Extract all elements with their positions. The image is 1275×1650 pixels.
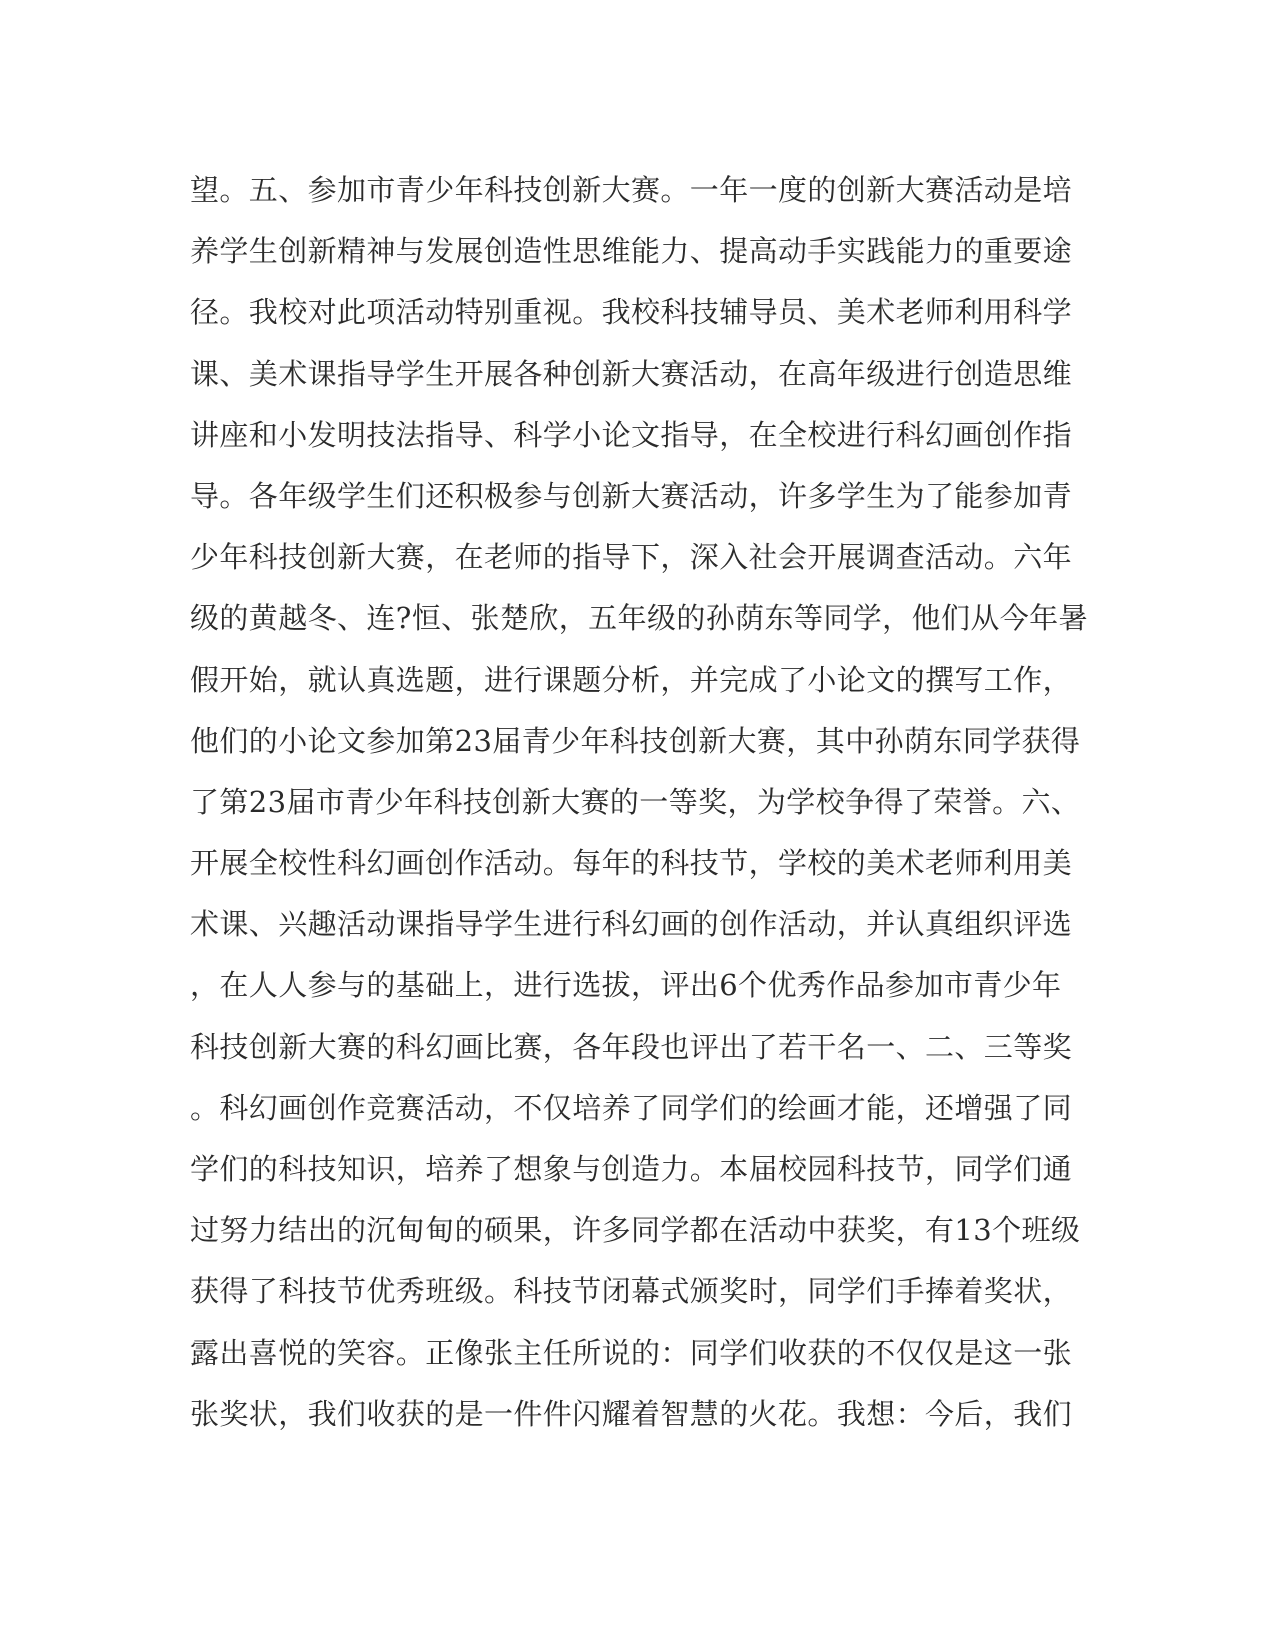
text-line: 假开始，就认真选题，进行课题分析，并完成了小论文的撰写工作，: [190, 662, 1073, 697]
text-line: 导。各年级学生们还积极参与创新大赛活动，许多学生为了能参加青: [190, 478, 1073, 513]
text-line: 学们的科技知识，培养了想象与创造力。本届校园科技节，同学们通: [190, 1152, 1073, 1186]
text-line: 讲座和小发明技法指导、科学小论文指导，在全校进行科幻画创作指: [190, 417, 1073, 452]
text-line: 了第23届市青少年科技创新大赛的一等奖，为学校争得了荣誉。六、: [190, 784, 1081, 819]
body-text: [190, 160, 1090, 1445]
text-line: 露出喜悦的笑容。正像张主任所说的：同学们收获的不仅仅是这一张: [190, 1335, 1073, 1370]
text-line: 他们的小论文参加第23届青少年科技创新大赛，其中孙荫东同学获得: [190, 723, 1081, 758]
text-line: 少年科技创新大赛，在老师的指导下，深入社会开展调查活动。六年: [190, 540, 1073, 575]
text-line: 开展全校性科幻画创作活动。每年的科技节，学校的美术老师利用美: [190, 846, 1073, 881]
text-line: 张奖状，我们收获的是一件件闪耀着智慧的火花。我想：今后，我们: [190, 1396, 1073, 1431]
text-line: ，在人人参与的基础上，进行选拔，评出6个优秀作品参加市青少年: [190, 968, 1062, 1003]
text-line: 术课、兴趣活动课指导学生进行科幻画的创作活动，并认真组织评选: [190, 907, 1073, 942]
text-line: 课、美术课指导学生开展各种创新大赛活动，在高年级进行创造思维: [190, 356, 1073, 391]
text-line: 过努力结出的沉甸甸的硕果，许多同学都在活动中获奖，有13个班级: [190, 1213, 1081, 1248]
text-line: 径。我校对此项活动特别重视。我校科技辅导员、美术老师利用科学: [190, 295, 1073, 330]
text-line: 科技创新大赛的科幻画比赛，各年段也评出了若干名一、二、三等奖: [190, 1029, 1073, 1064]
text-line: 。科幻画创作竞赛活动，不仅培养了同学们的绘画才能，还增强了同: [190, 1090, 1073, 1125]
text-line: 获得了科技节优秀班级。科技节闭幕式颁奖时，同学们手捧着奖状，: [190, 1274, 1073, 1309]
text-line: 级的黄越冬、连?恒、张楚欣，五年级的孙荫东等同学，他们从今年暑: [190, 601, 1088, 636]
text-line: 望。五、参加市青少年科技创新大赛。一年一度的创新大赛活动是培: [190, 173, 1073, 207]
text-line: 养学生创新精神与发展创造性思维能力、提高动手实践能力的重要途: [190, 234, 1073, 269]
